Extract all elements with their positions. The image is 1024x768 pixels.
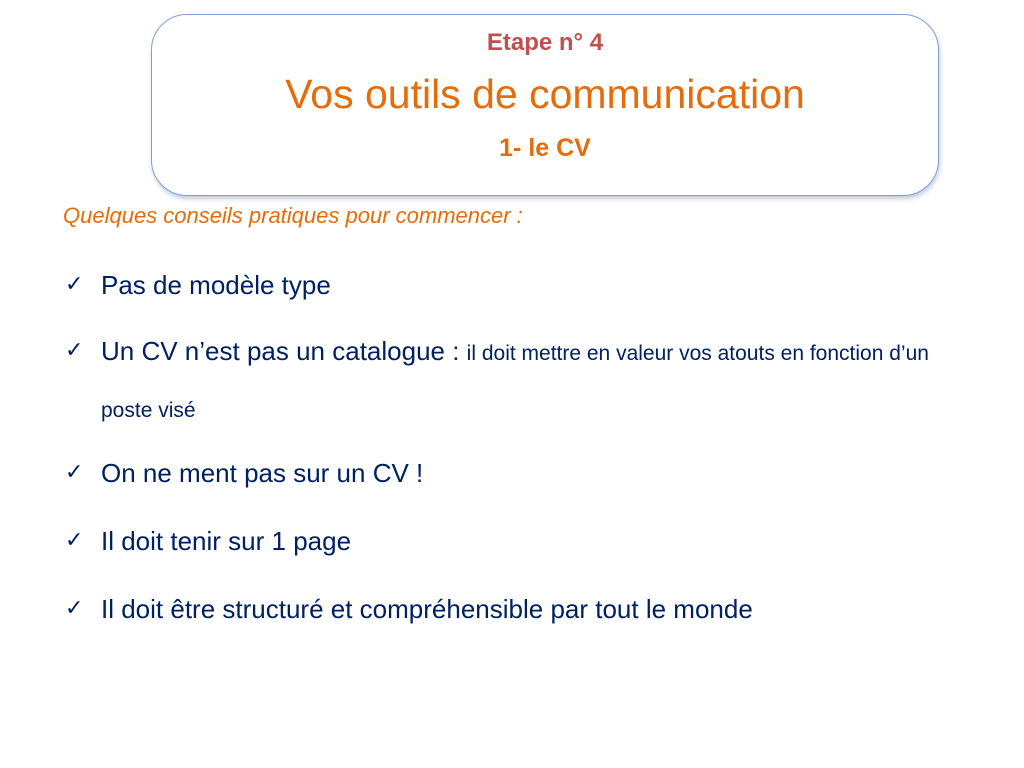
bullet-item — [63, 258, 963, 312]
bullet-item — [63, 582, 963, 636]
check-icon: ✓ — [65, 460, 84, 485]
bullet-text: Un CV n’est pas un catalogue : — [101, 336, 467, 366]
bullet-item — [63, 324, 963, 438]
intro-text: Quelques conseils pratiques pour commencer : — [63, 203, 523, 228]
check-icon: ✓ — [65, 338, 84, 363]
slide-subtitle: 1- le CV — [499, 134, 591, 162]
check-icon: ✓ — [65, 596, 84, 621]
slide-title: Vos outils de communication — [285, 71, 805, 117]
bullet-item — [63, 514, 963, 568]
bullet-text: Il doit tenir sur 1 page — [101, 526, 352, 556]
bullet-text: Il doit être structuré et compréhensible par tout le monde — [101, 594, 753, 624]
step-label: Etape n° 4 — [486, 29, 604, 56]
bullet-item — [63, 446, 963, 500]
bullet-text: Pas de modèle type — [101, 270, 331, 300]
check-icon: ✓ — [65, 272, 84, 297]
check-icon: ✓ — [65, 528, 84, 553]
bullet-text: On ne ment pas sur un CV ! — [101, 458, 424, 488]
bullet-detail: il doit mettre en valeur vos atouts en fonction d’un poste visé — [101, 342, 929, 422]
title-box — [151, 14, 939, 196]
bullet-list — [63, 258, 963, 650]
